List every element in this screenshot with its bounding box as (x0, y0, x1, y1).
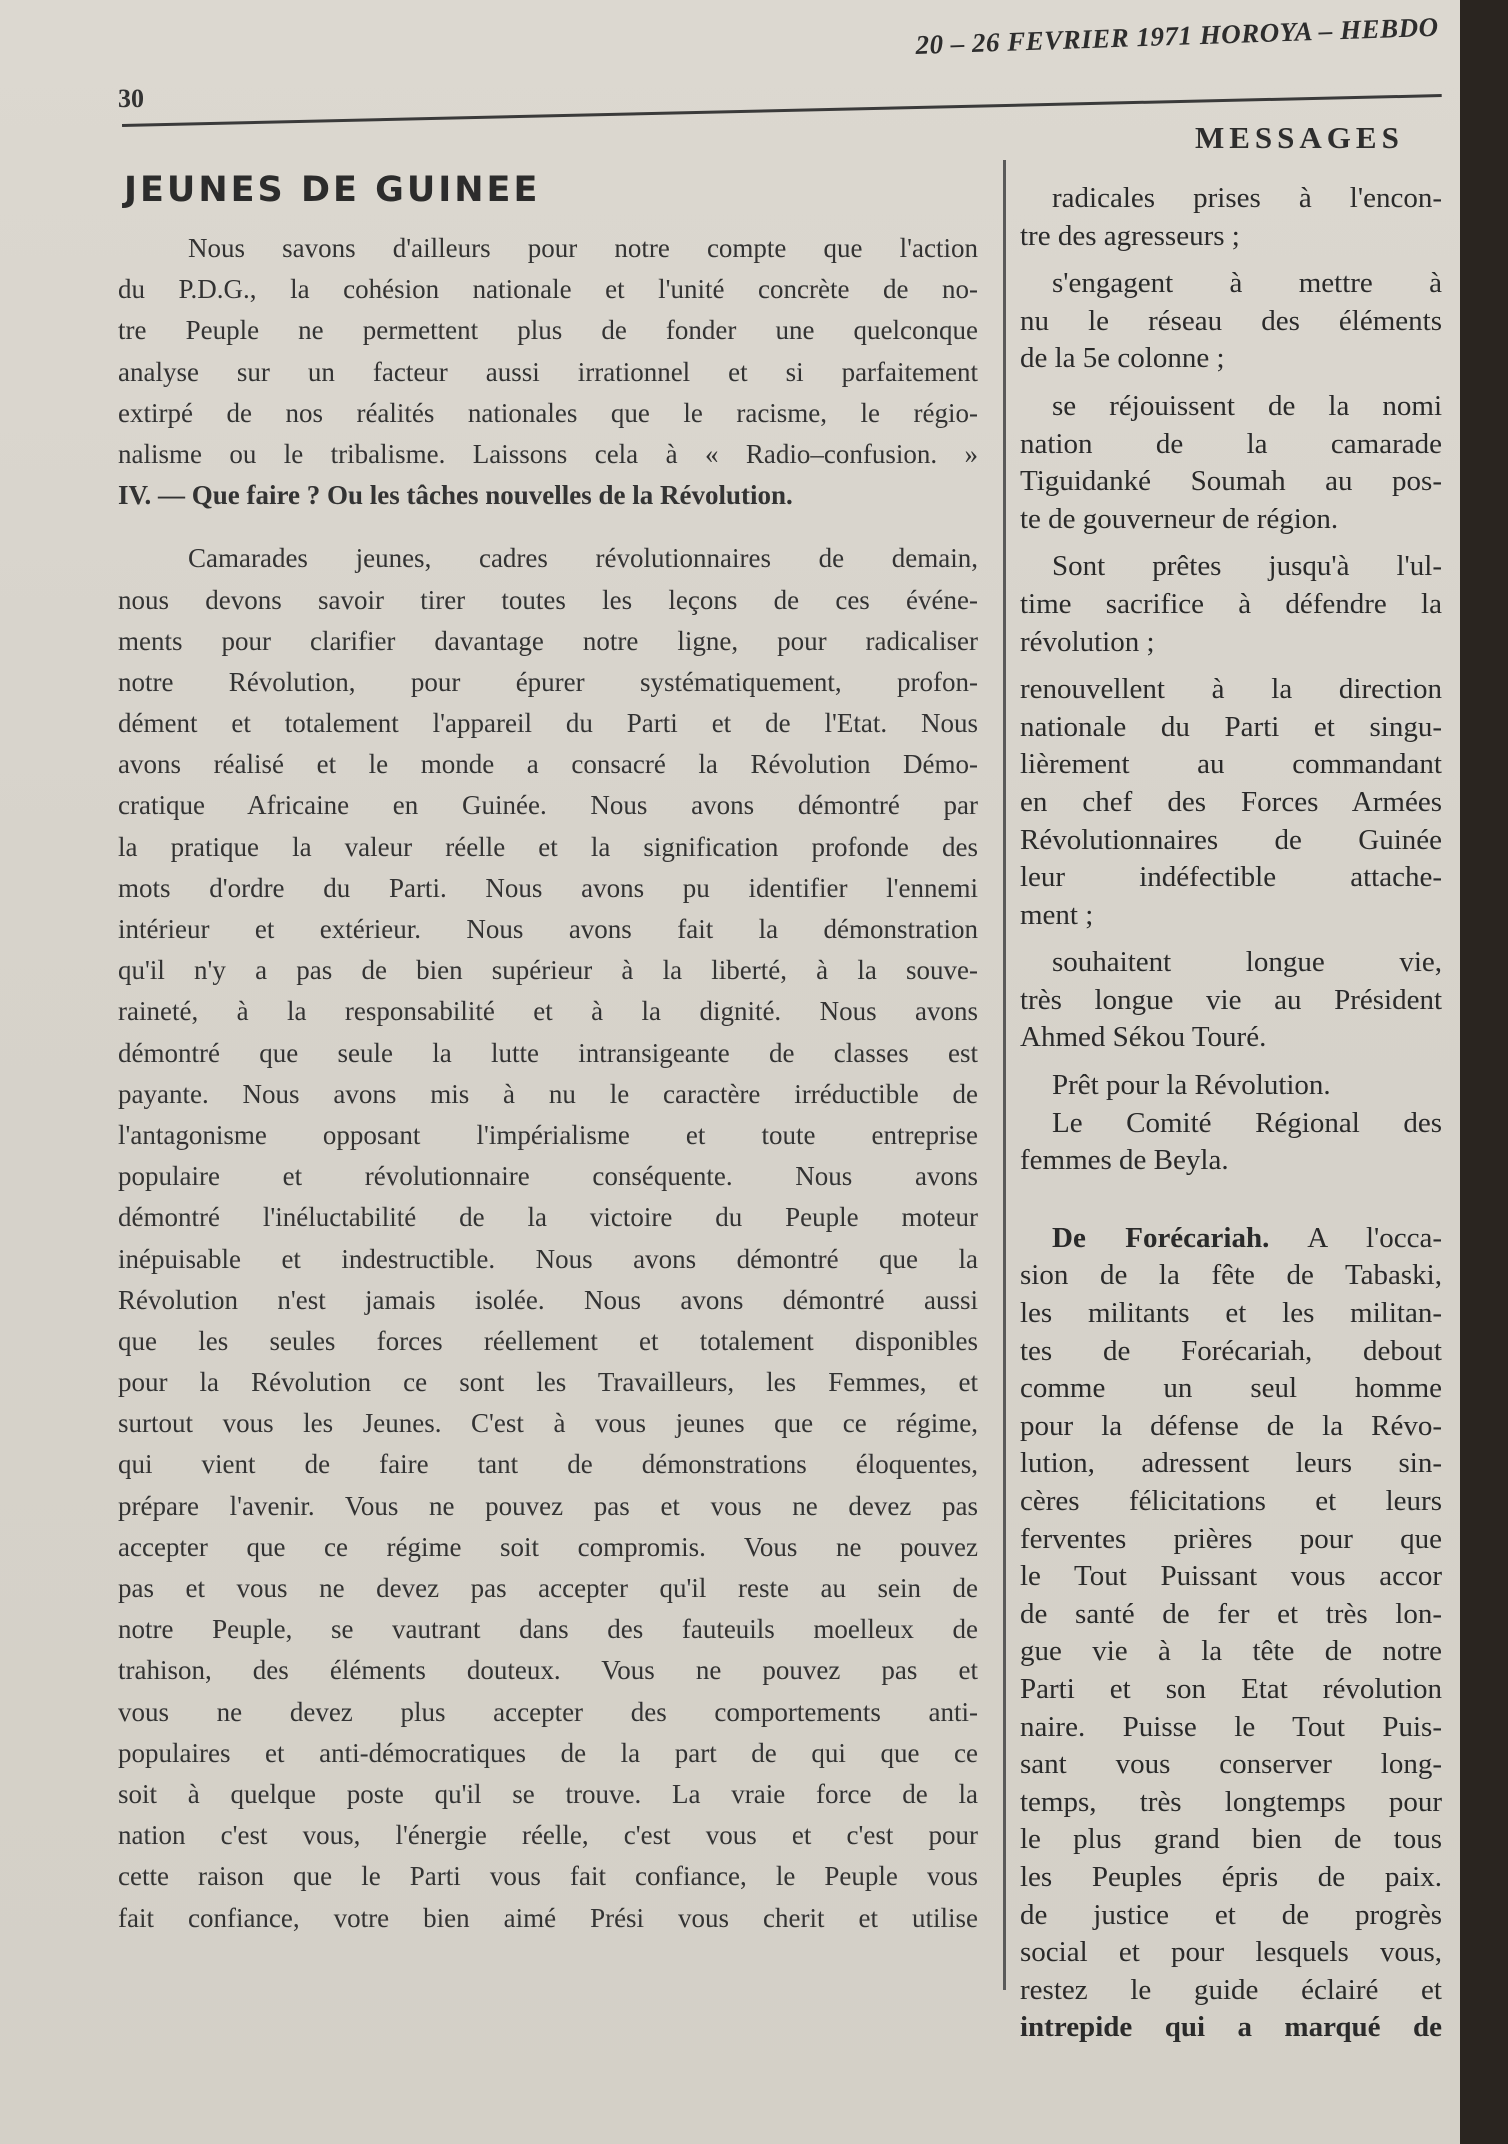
message-line: de santé de fer et très lon- (1020, 1597, 1442, 1630)
article-line: surtout vous les Jeunes. C'est à vous jeunes que ce régime, (118, 1408, 978, 1439)
article-line: mots d'ordre du Parti. Nous avons pu identifier l'ennemi (118, 872, 978, 903)
message-line: le Tout Puissant vous accor (1020, 1560, 1442, 1593)
article-subheading: IV. — Que faire ? Ou les tâches nouvelles de la Révolution. (118, 480, 793, 511)
article-line: extirpé de nos réalités nationales que le racisme, le régio- (118, 397, 978, 428)
message-line: radicales prises à l'encon- (1052, 182, 1442, 214)
message-line: nationale du Parti et singu- (1020, 710, 1442, 743)
message-line: nation de la camarade (1020, 427, 1442, 460)
message-line: sant vous conserver long- (1020, 1748, 1442, 1781)
message-line: pour la défense de la Révo- (1020, 1409, 1442, 1442)
article-line: notre Peuple, se vautrant dans des fauteuils moelleux de (118, 1614, 978, 1645)
article-line: démontré l'inéluctabilité de la victoire du Peuple moteur (118, 1202, 978, 1233)
message-line: Révolutionnaires de Guinée (1020, 823, 1442, 856)
article-line: Camarades jeunes, cadres révolutionnaires de demain, (188, 543, 978, 574)
article-line: analyse sur un facteur aussi irrationnel et si parfaitement (118, 356, 978, 387)
message-line: sion de la fête de Tabaski, (1020, 1259, 1442, 1292)
message-line: te de gouverneur de région. (1020, 502, 1339, 535)
article-line: nalisme ou le tribalisme. Laissons cela à « Radio–confusion. » (118, 438, 978, 469)
article-line: payante. Nous avons mis à nu le caractère irréductible de (118, 1078, 978, 1109)
article-line: vous ne devez plus accepter des comportements anti- (118, 1696, 978, 1727)
article-line: notre Révolution, pour épurer systématiquement, profon- (118, 666, 978, 697)
article-line: cratique Africaine en Guinée. Nous avons démontré par (118, 790, 978, 821)
article-line: avons réalisé et le monde a consacré la Révolution Démo- (118, 749, 978, 780)
article-line: trahison, des éléments douteux. Vous ne pouvez pas et (118, 1655, 978, 1686)
article-line: dément et totalement l'appareil du Parti et de l'Etat. Nous (118, 708, 978, 739)
article-line: prépare l'avenir. Vous ne pouvez pas et vous ne devez pas (118, 1490, 978, 1521)
article-line: cette raison que le Parti vous fait confiance, le Peuple vous (118, 1861, 978, 1892)
column-divider (1003, 160, 1006, 1990)
message-line: les militants et les militan- (1020, 1297, 1442, 1330)
publication-date-header: 20 – 26 FEVRIER 1971 HOROYA – HEBDO (915, 11, 1440, 60)
message-line: cères félicitations et leurs (1020, 1485, 1442, 1517)
message-line: tre des agresseurs ; (1020, 219, 1240, 252)
message-line: Ahmed Sékou Touré. (1020, 1021, 1267, 1054)
message-line: révolution ; (1020, 625, 1155, 658)
message-line: ment ; (1020, 898, 1094, 931)
message-line: lution, adressent leurs sin- (1020, 1447, 1442, 1480)
message-line: gue vie à la tête de notre (1020, 1635, 1442, 1668)
article-line: intérieur et extérieur. Nous avons fait la démonstration (118, 914, 978, 944)
section-label: MESSAGES (1195, 120, 1404, 155)
article-line: Révolution n'est jamais isolée. Nous avons démontré aussi (118, 1284, 978, 1315)
paragraph-spacer (1020, 1180, 1442, 1220)
message-line: le plus grand bien de tous (1020, 1823, 1442, 1856)
article-line: pas et vous ne devez pas accepter qu'il reste au sein de (118, 1573, 978, 1603)
message-line: social et pour lesquels vous, (1020, 1936, 1442, 1969)
paragraph-spacer (1020, 661, 1442, 671)
article-line: ments pour clarifier davantage notre ligne, pour radicaliser (118, 625, 978, 656)
paragraph-spacer (1020, 378, 1442, 388)
article-line: soit à quelque poste qu'il se trouve. La vraie force de la (118, 1778, 978, 1809)
article-line: nation c'est vous, l'énergie réelle, c'est vous et c'est pour (118, 1820, 978, 1851)
paragraph-spacer (1020, 934, 1442, 944)
message-line: souhaitent longue vie, (1052, 946, 1442, 979)
article-line: accepter que ce régime soit compromis. Vous ne pouvez (118, 1531, 978, 1562)
article-line: que les seules forces réellement et totalement disponibles (118, 1325, 978, 1356)
message-line: se réjouissent de la nomi (1052, 389, 1442, 422)
article-body (118, 228, 978, 1939)
message-line: Tiguidanké Soumah au pos- (1020, 465, 1442, 498)
article-line: raineté, à la responsabilité et à la dignité. Nous avons (118, 996, 978, 1027)
article-line: qu'il n'y a pas de bien supérieur à la liberté, à la souve- (118, 955, 978, 986)
article-line: démontré que seule la lutte intransigeante de classes est (118, 1037, 978, 1068)
messages-column (1020, 180, 1442, 2047)
article-line: du P.D.G., la cohésion nationale et l'unité concrète de no- (118, 274, 978, 305)
message-line: lièrement au commandant (1020, 748, 1442, 781)
article-line: la pratique la valeur réelle et la signification profonde des (118, 831, 978, 862)
article-line: pour la Révolution ce sont les Travailleurs, les Femmes, et (118, 1367, 978, 1398)
message-line: Parti et son Etat révolution (1020, 1672, 1442, 1705)
message-line: time sacrifice à défendre la (1020, 587, 1442, 620)
message-line: comme un seul homme (1020, 1372, 1442, 1405)
page-number: 30 (118, 84, 144, 113)
message-line: temps, très longtemps pour (1020, 1785, 1442, 1818)
message-line: ferventes prières pour que (1020, 1522, 1442, 1555)
paragraph-spacer (1020, 538, 1442, 548)
message-line (1020, 1220, 1442, 1258)
article-line: tre Peuple ne permettent plus de fonder une quelconque (118, 315, 978, 346)
message-line: nu le réseau des éléments (1020, 304, 1442, 337)
article-line: Nous savons d'ailleurs pour notre compte que l'action (188, 233, 978, 263)
article-line: qui vient de faire tant de démonstrations éloquentes, (118, 1449, 978, 1480)
message-text: A l'occa- (1307, 1221, 1442, 1254)
message-line: Sont prêtes jusqu'à l'ul- (1052, 550, 1442, 583)
article-title: JEUNES DE GUINEE (124, 170, 541, 210)
message-signature: Le Comité Régional des (1052, 1106, 1442, 1139)
article-line: fait confiance, votre bien aimé Prési vous cherit et utilise (118, 1902, 978, 1933)
article-line: inépuisable et indestructible. Nous avons démontré que la (118, 1243, 978, 1274)
message-line: leur indéfectible attache- (1020, 861, 1442, 894)
message-line: restez le guide éclairé et (1020, 1973, 1442, 2006)
message-line: en chef des Forces Armées (1020, 785, 1442, 818)
message-line: de justice et de progrès (1020, 1898, 1442, 1931)
message-line: s'engagent à mettre à (1052, 267, 1442, 300)
message-line: intrepide qui a marqué de (1020, 2011, 1442, 2044)
paragraph-spacer (1020, 1057, 1442, 1067)
message-line: naire. Puisse le Tout Puis- (1020, 1710, 1442, 1743)
message-line: les Peuples épris de paix. (1020, 1860, 1442, 1893)
article-line: populaire et révolutionnaire conséquente. Nous avons (118, 1161, 978, 1192)
message-signature: Prêt pour la Révolution. (1052, 1069, 1331, 1102)
message-line: très longue vie au Président (1020, 983, 1442, 1016)
paragraph-spacer (1020, 255, 1442, 265)
article-line: populaires et anti-démocratiques de la part de qui que ce (118, 1737, 978, 1768)
article-line: l'antagonisme opposant l'impérialisme et toute entreprise (118, 1119, 978, 1150)
article-line: nous devons savoir tirer toutes les leçons de ces événe- (118, 584, 978, 615)
message-signature: femmes de Beyla. (1020, 1144, 1229, 1177)
message-line: de la 5e colonne ; (1020, 342, 1225, 375)
paragraph-spacer (118, 516, 978, 538)
message-heading: De Forécariah. (1052, 1221, 1270, 1254)
message-line: renouvellent à la direction (1020, 673, 1442, 706)
message-line: tes de Forécariah, debout (1020, 1334, 1442, 1367)
